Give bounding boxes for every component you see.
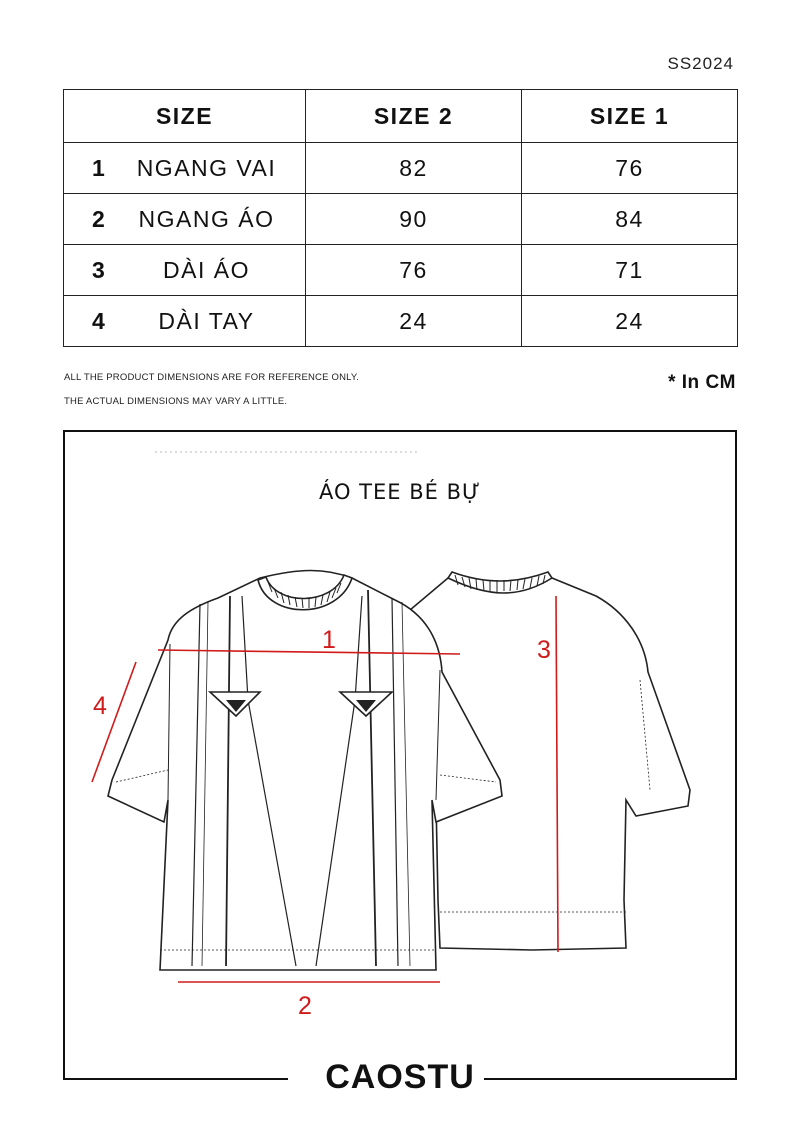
size-1-value: 71 [522,245,738,296]
disclaimer-line: THE ACTUAL DIMENSIONS MAY VARY A LITTLE. [64,396,288,407]
measurement-number: 4 [92,307,107,334]
measurement-number: 1 [92,154,107,181]
measurement-number: 2 [92,205,107,232]
season-code: SS2024 [667,54,734,73]
header-size-1: SIZE 1 [522,90,738,143]
size-2-value: 90 [306,194,522,245]
measurement-number: 3 [92,256,107,283]
measure-label-1: 1 [322,626,336,654]
measure-label-3: 3 [537,636,551,664]
unit-note: * In CM [668,372,736,393]
measurement-name: NGANG ÁO [138,205,275,232]
header-size: SIZE [64,90,306,143]
size-2-value: 76 [306,245,522,296]
measurement-name: DÀI TAY [158,307,255,334]
header-size-2: SIZE 2 [306,90,522,143]
product-name: ÁO TEE BÉ BỰ [318,480,481,504]
size-1-value: 84 [522,194,738,245]
disclaimer-line: ALL THE PRODUCT DIMENSIONS ARE FOR REFERENCE ONLY. [64,372,360,383]
measurement-name: NGANG VAI [136,154,277,181]
size-2-value: 24 [306,296,522,347]
measurement-name: DÀI ÁO [163,256,250,283]
size-2-value: 82 [306,143,522,194]
measure-label-2: 2 [298,992,312,1020]
brand-logo-text: CAOSTU [325,1058,475,1096]
measure-label-4: 4 [93,692,107,720]
size-1-value: 24 [522,296,738,347]
size-1-value: 76 [522,143,738,194]
